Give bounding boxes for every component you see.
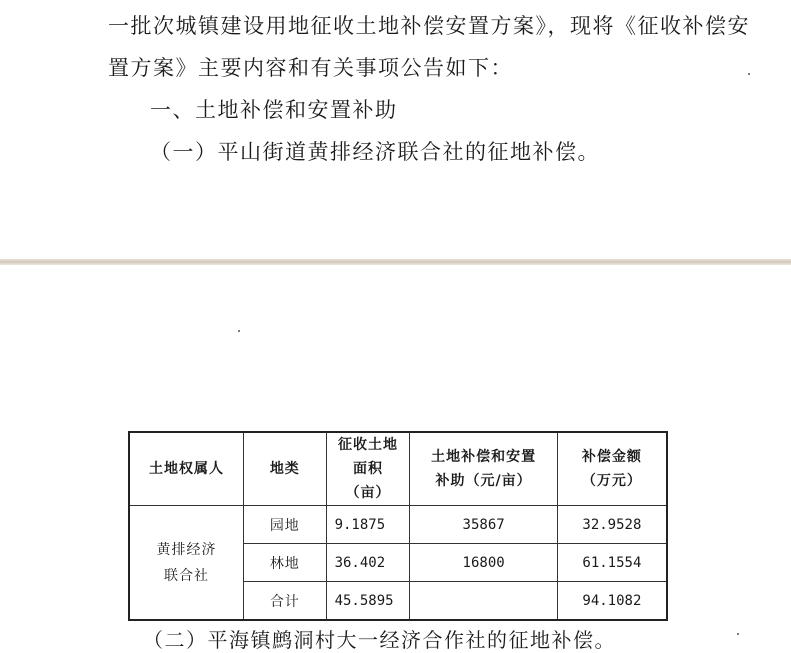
amount-cell: 94.1082	[557, 582, 667, 621]
page-divider	[0, 259, 791, 265]
owner-name: 黄排经济联合社	[156, 541, 217, 584]
header-area: 征收土地面积（亩）	[326, 432, 410, 506]
scan-speck	[748, 73, 750, 75]
scan-speck	[737, 633, 739, 635]
rate-cell: 35867	[410, 506, 557, 544]
header-amount: 补偿金额（万元）	[557, 432, 667, 506]
area-cell: 36.402	[326, 544, 410, 582]
header-rate: 土地补偿和安置补助（元/亩）	[410, 432, 557, 506]
land-type-cell: 园地	[244, 506, 326, 544]
land-type-cell: 林地	[244, 544, 326, 582]
scan-speck	[238, 330, 240, 332]
intro-line-2: 置方案》主要内容和有关事项公告如下：	[108, 56, 513, 80]
compensation-table	[128, 431, 668, 621]
subsection-heading-2: （二）平海镇鹧洞村大一经济合作社的征地补偿。	[143, 628, 616, 652]
rate-cell	[410, 582, 557, 621]
table-row	[129, 506, 667, 544]
area-cell: 9.1875	[326, 506, 410, 544]
header-land-type: 地类	[244, 432, 326, 506]
subsection-heading: （一）平山街道黄排经济联合社的征地补偿。	[150, 140, 600, 164]
amount-cell: 32.9528	[557, 506, 667, 544]
area-cell: 45.5895	[326, 582, 410, 621]
section-heading: 一、土地补偿和安置补助	[150, 98, 398, 122]
document-page-top	[0, 0, 791, 262]
intro-line-1: 一批次城镇建设用地征收土地补偿安置方案》，现将《征收补偿安	[108, 14, 750, 38]
amount-cell: 61.1554	[557, 544, 667, 582]
rate-cell: 16800	[410, 544, 557, 582]
owner-cell	[129, 506, 244, 621]
header-owner: 土地权属人	[129, 432, 244, 506]
table-header-row	[129, 432, 667, 506]
land-type-cell: 合计	[244, 582, 326, 621]
